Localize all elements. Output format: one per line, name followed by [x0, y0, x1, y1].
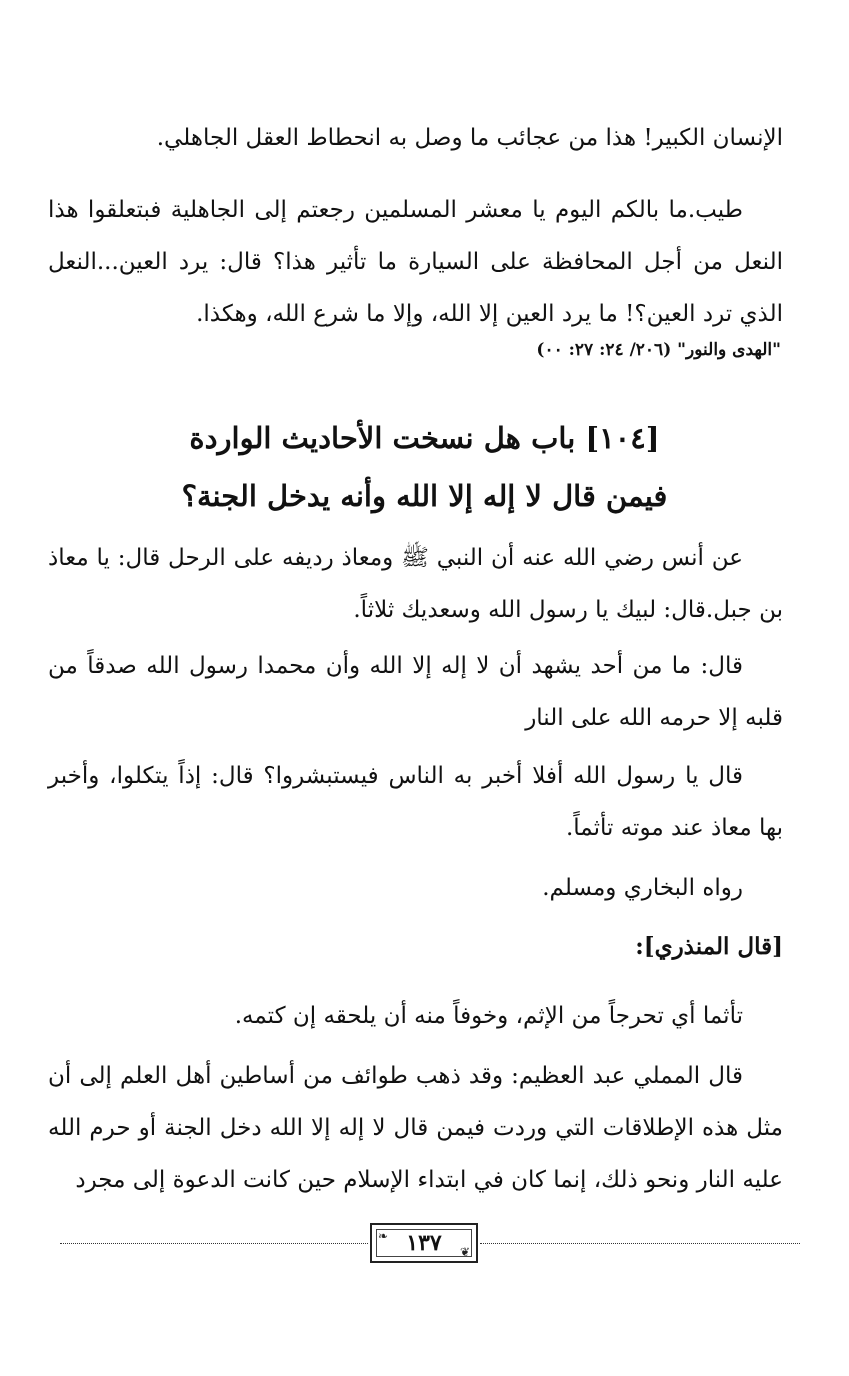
hadith-paragraph-2: قال: ما من أحد يشهد أن لا إله إلا الله وأن محمدا رسول الله صدقاً من قلبه إلا حرمه الله على النار	[48, 653, 783, 731]
subheading-mundhiri: [قال المنذري]:	[635, 933, 783, 960]
chapter-heading-line2: فيمن قال لا إله إلا الله وأنه يدخل الجنة؟	[181, 479, 668, 513]
paragraph-continuation: الإنسان الكبير! هذا من عجائب ما وصل به انحطاط العقل الجاهلي.	[156, 125, 783, 151]
ornament-icon: ❦	[459, 1245, 470, 1259]
footer-divider-right	[480, 1243, 800, 1244]
footer-divider-left	[60, 1243, 368, 1244]
narration-note: رواه البخاري ومسلم.	[542, 875, 743, 901]
explanation-paragraph: تأثما أي تحرجاً من الإثم، وخوفاً منه أن يلحقه إن كتمه.	[234, 1003, 743, 1029]
ornament-icon: ❧	[378, 1229, 389, 1243]
chapter-heading-line1: [١٠٤] باب هل نسخت الأحاديث الواردة	[189, 421, 660, 455]
paragraph-question: طيب.ما بالكم اليوم يا معشر المسلمين رجعتم إلى الجاهلية فبتعلقوا هذا النعل من أجل المحافظة على السيارة ما تأثير هذا؟ قال: يرد العين...النعل الذي ترد العين؟! ما يرد العين إلا الله، وإلا ما شرع الله، وهكذا.	[48, 197, 783, 327]
hadith-paragraph-1: عن أنس رضي الله عنه أن النبي ﷺ ومعاذ رديفه على الرحل قال: يا معاذ بن جبل.قال: لبيك يا رسول الله وسعديك ثلاثاً.	[48, 545, 783, 623]
page-number-frame	[370, 1223, 478, 1263]
source-citation: "الهدى والنور" (٢٠٦/ ٢٤: ٢٧: ٠٠)	[536, 340, 781, 360]
page-number: ١٣٧	[406, 1230, 442, 1256]
commentary-paragraph: قال المملي عبد العظيم: وقد ذهب طوائف من أساطين أهل العلم إلى أن مثل هذه الإطلاقات التي وردت فيمن قال لا إله إلا الله دخل الجنة أو حرم الله عليه النار ونحو ذلك، إنما كان في ابتداء الإسلام حين كانت الدعوة إلى مجرد	[48, 1063, 783, 1193]
hadith-paragraph-3: قال يا رسول الله أفلا أخبر به الناس فيستبشروا؟ قال: إذاً يتكلوا، وأخبر بها معاذ عند موته تأثماً.	[48, 763, 783, 841]
